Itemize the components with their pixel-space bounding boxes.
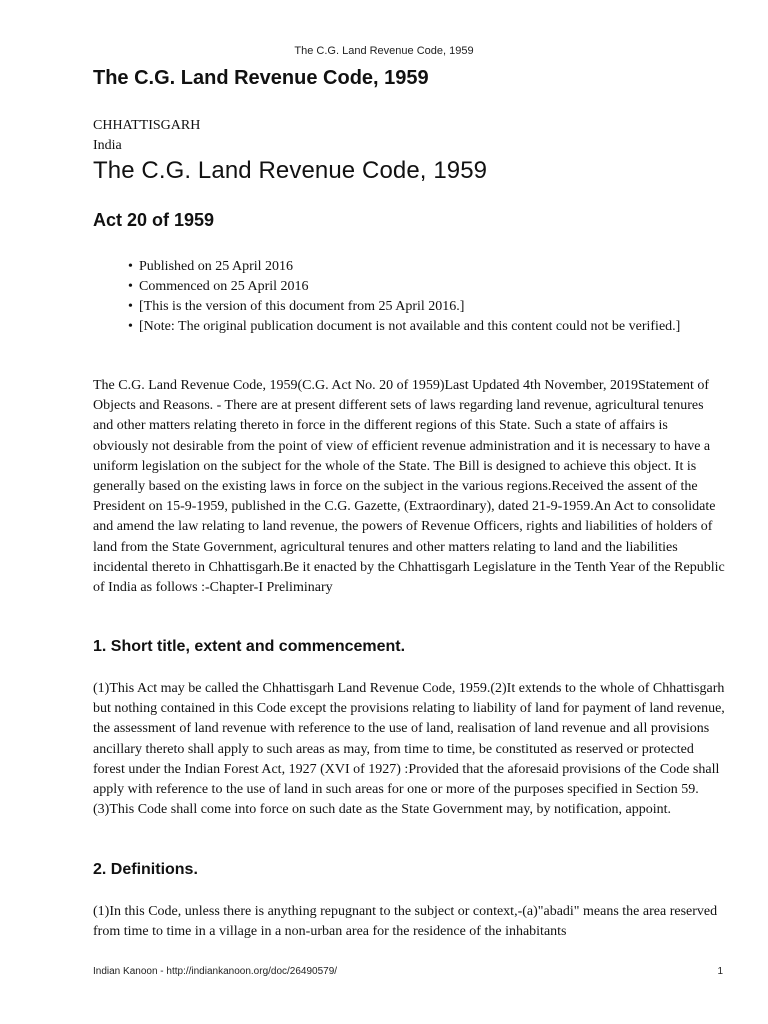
state-label: CHHATTISGARH [93,118,201,133]
section-heading-1: 1. Short title, extent and commencement. [93,638,406,655]
section-text-1: (1)This Act may be called the Chhattisgarh Land Revenue Code, 1959.(2)It extends to the whole of Chhattisgarh but nothing contained in this Code except the provisions relating to liability of land for payment of land revenue, the assessment of land revenue with reference to the use of land, realisation of land revenue and all provisions ancillary thereto shall apply to such areas as may, from time to time, be constituted as reserved or protected forest under the Indian Forest Act, 1927 (XVI of 1927) :Provided that the aforesaid provisions of the Code shall apply with reference to the use of land in such areas for one or more of the purposes specified in Section 59.(3)This Code shall come into force on such date as the State Government may, by notification, appoint. [93,681,725,818]
list-item: • Published on 25 April 2016 [128,257,688,277]
section-text-2: (1)In this Code, unless there is anything repugnant to the subject or context,-(a)"abadi" means the area reserved from time to time in a village in a non-urban area for the residence of the inhabitants [93,904,718,940]
section-heading-2: 2. Definitions. [93,861,198,878]
list-item: • Commenced on 25 April 2016 [128,277,688,297]
page-number: 1 [717,966,723,977]
main-title: The C.G. Land Revenue Code, 1959 [93,157,488,184]
act-title: Act 20 of 1959 [93,210,215,230]
list-item: • [Note: The original publication document is not available and this content could not be verified.] [128,317,688,337]
running-header: The C.G. Land Revenue Code, 1959 [294,45,474,57]
country-label: India [93,138,122,153]
top-title: The C.G. Land Revenue Code, 1959 [93,67,429,89]
footer-source-link[interactable]: Indian Kanoon - http://indiankanoon.org/doc/26490579/ [93,966,338,977]
list-item: • [This is the version of this document from 25 April 2016.] [128,297,688,317]
publication-info-list [128,257,688,337]
document-meta [93,116,200,156]
intro-paragraph: The C.G. Land Revenue Code, 1959(C.G. Act No. 20 of 1959)Last Updated 4th November, 2019Statement of Objects and Reasons. - There are at present different sets of laws regarding land revenue, agricultural tenures and other matters relating thereto in force in the different regions of this State. Such a state of affairs is obviously not desirable from the point of view of efficient revenue administration and it is necessary to have a uniform legislation on the subject for the whole of the State. The Bill is designed to achieve this object. It is generally based on the existing laws in force on the subject in the various regions.Received the assent of the President on 15-9-1959, published in the C.G. Gazette, (Extraordinary), dated 21-9-1959.An Act to consolidate and amend the law relating to land revenue, the powers of Revenue Officers, rights and liabilities of holders of land from the State Government, agricultural tenures and other matters relating to land and the liabilities incidental thereto in Chhattisgarh.Be it enacted by the Chhattisgarh Legislature in the Tenth Year of the Republic of India as follows :-Chapter-I Preliminary [93,378,725,596]
